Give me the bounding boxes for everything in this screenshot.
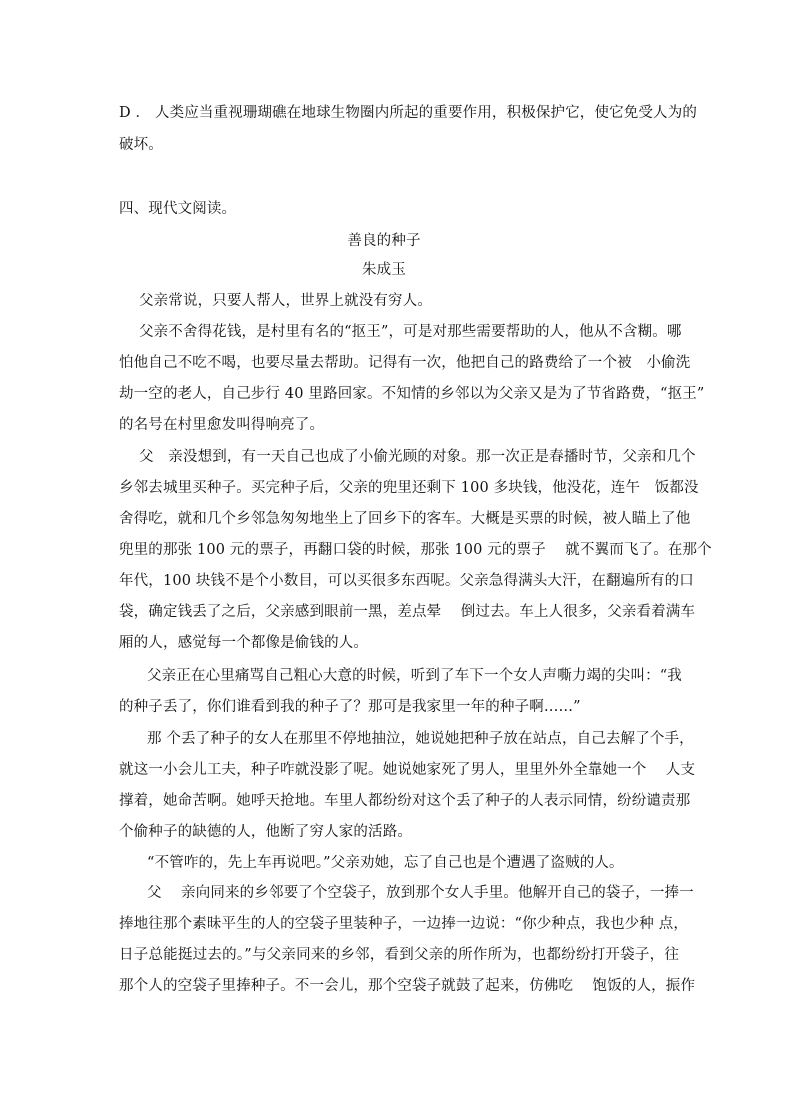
paragraph-line: 父 亲没想到，有一天自己也成了小偷光顾的对象。那一次正是春播时节，父亲和几个 [139,449,696,465]
paragraph-line: 兜里的那张 100 元的票子，再翻口袋的时候，那张 100 元的票子 就不翼而飞了。在那个 [119,542,712,558]
paragraph-line: 厢的人，感觉每一个都像是偷钱的人。 [119,635,369,651]
paragraph-line: 那个人的空袋子里捧种子。不一会儿，那个空袋子就鼓了起来，仿佛吃 饱饭的人，振作 [119,978,696,994]
paragraph-line: 舍得吃，就和几个乡邻急匆匆地坐上了回乡下的客车。大概是买票的时候，被人瞄上了他 [119,511,691,527]
paragraph-line: 父亲不舍得花钱，是村里有名的“抠王”，可是对那些需要帮助的人，他从不含糊。哪 [139,324,682,340]
paragraph-line: 怕他自己不吃不喝，也要尽量去帮助。记得有一次，他把自己的路费给了一个被 小偷洗 [119,355,691,371]
paragraph-line: 父 亲向同来的乡邻要了个空袋子，放到那个女人手里。他解开自己的袋子，一捧一 [147,885,694,901]
paragraph-line: 那 个丢了种子的女人在那里不停地抽泣，她说她把种子放在站点，自己去解了个手， [147,731,694,747]
paragraph-line: 的名号在村里愈发叫得响亮了。 [119,417,325,433]
paragraph-line: 父亲正在心里痛骂自己粗心大意的时候，听到了车下一个女人声嘶力竭的尖叫：“我 [147,668,682,684]
paragraph-line: 父亲常说，只要人帮人，世界上就没有穷人。 [139,293,432,309]
option-d-line-1: D ． 人类应当重视珊瑚礁在地球生物圈内所起的重要作用，积极保护它，使它免受人为的 [119,105,697,121]
paragraph-line: 劫一空的老人，自己步行 40 里路回家。不知情的乡邻以为父亲又是为了节省路费，“抠王” [119,386,705,402]
paragraph-line: 日子总能挺过去的。”与父亲同来的乡邻，看到父亲的所作所为，也都纷纷打开袋子，往 [119,947,679,963]
paragraph-line: 捧地往那个素昧平生的人的空袋子里装种子，一边捧一边说：“你少种点，我也少种 点， [119,916,689,932]
paragraph-line: 乡邻去城里买种子。买完种子后，父亲的兜里还剩下 100 多块钱，他没花，连午 饭都没 [119,480,699,496]
paragraph-line: 就这一小会儿工夫，种子咋就没影了呢。她说她家死了男人，里里外外全靠她一个 人支 [119,762,696,778]
section-heading: 四、现代文阅读。 [119,201,237,217]
article-author: 朱成玉 [362,262,406,278]
paragraph-line: “不管咋的，先上车再说吧。”父亲劝她，忘了自己也是个遭遇了盗贼的人。 [147,855,624,871]
paragraph-line: 撑着，她命苦啊。她呼天抢地。车里人都纷纷对这个丢了种子的人表示同情，纷纷谴责那 [119,793,691,809]
paragraph-line: 个偷种子的缺德的人，他断了穷人家的活路。 [119,824,412,840]
paragraph-line: 袋，确定钱丢了之后，父亲感到眼前一黑，差点晕 倒过去。车上人很多，父亲看着满车 [119,604,696,620]
article-title: 善良的种子 [347,233,421,249]
option-d-line-2: 破坏。 [119,137,163,153]
paragraph-line: 年代，100 块钱不是个小数目，可以买很多东西呢。父亲急得满头大汗，在翻遍所有的口 [119,573,694,589]
paragraph-line: 的种子丢了，你们谁看到我的种子了？那可是我家里一年的种子啊……” [119,699,581,715]
